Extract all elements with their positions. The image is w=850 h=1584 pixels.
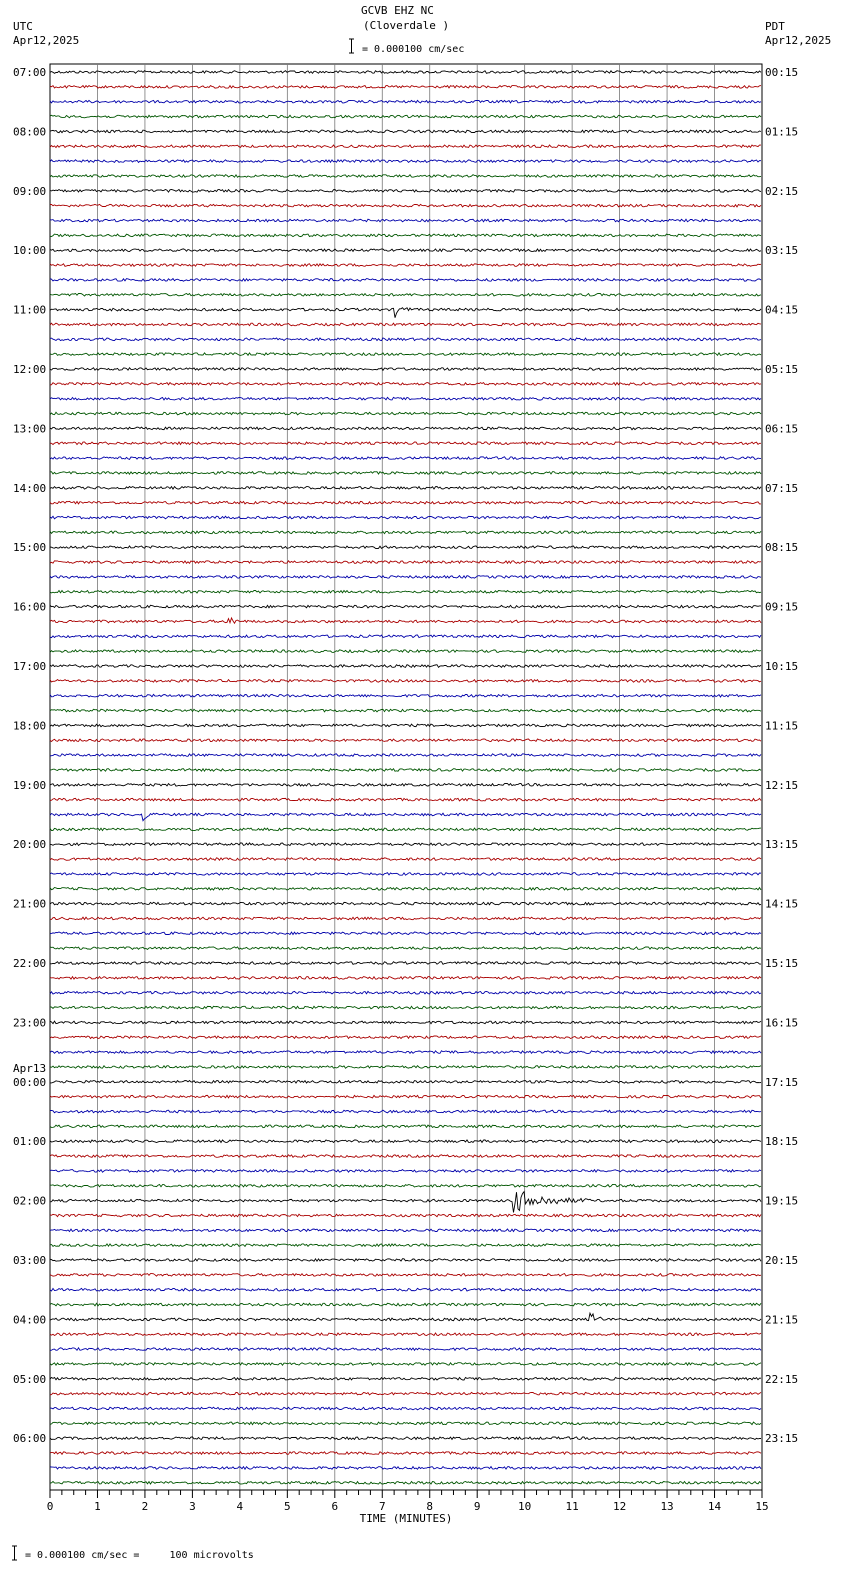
- station-title: GCVB EHZ NC: [361, 4, 434, 17]
- pdt-hour-label: 09:15: [765, 600, 799, 614]
- utc-hour-label: 22:00: [13, 957, 47, 970]
- seismic-trace: [50, 1259, 761, 1262]
- seismic-trace: [50, 1333, 761, 1336]
- seismic-trace: [50, 219, 761, 222]
- seismic-trace: [50, 618, 761, 623]
- seismic-trace: [50, 739, 761, 742]
- seismic-trace: [50, 100, 761, 103]
- seismic-trace: [50, 412, 761, 415]
- pdt-hour-label: 20:15: [765, 1254, 799, 1267]
- seismic-trace: [50, 1392, 761, 1395]
- pdt-hour-label: 00:15: [765, 66, 799, 79]
- seismic-trace: [50, 1244, 761, 1247]
- x-tick-label: 12: [612, 1500, 627, 1513]
- utc-hour-label: 19:00: [13, 778, 47, 792]
- seismic-trace: [50, 635, 761, 638]
- left-date: Apr12,2025: [13, 34, 80, 47]
- utc-hour-label: 00:00: [13, 1075, 47, 1089]
- pdt-hour-label: 17:15: [765, 1075, 799, 1089]
- seismic-trace: [50, 190, 761, 193]
- seismic-trace: [50, 383, 761, 386]
- x-tick-label: 3: [189, 1500, 196, 1513]
- seismic-trace: [50, 501, 761, 504]
- pdt-hour-label: 21:15: [765, 1313, 799, 1327]
- pdt-hour-label: 11:15: [765, 719, 799, 733]
- seismic-trace: [50, 902, 761, 905]
- x-tick-label: 7: [378, 1500, 386, 1513]
- utc-hour-label: 13:00: [13, 422, 47, 436]
- utc-hour-label: 10:00: [13, 244, 47, 258]
- pdt-hour-label: 15:15: [765, 957, 799, 970]
- seismic-trace: [50, 1021, 761, 1024]
- seismic-trace: [50, 769, 761, 772]
- footer-scale-note: = 0.000100 cm/sec = 100 microvolts: [25, 1550, 254, 1561]
- seismic-trace: [50, 516, 761, 519]
- pdt-hour-label: 12:15: [765, 778, 799, 792]
- seismic-trace: [50, 487, 761, 490]
- seismic-trace: [50, 427, 761, 430]
- seismic-trace: [50, 650, 761, 653]
- seismic-trace: [50, 546, 761, 549]
- seismic-trace: [50, 531, 761, 534]
- seismic-trace: [50, 1185, 761, 1188]
- utc-hour-label: 05:00: [13, 1372, 47, 1386]
- seismic-trace: [50, 145, 761, 148]
- utc-hour-label: 04:00: [13, 1313, 47, 1327]
- seismic-trace: [50, 1422, 761, 1425]
- utc-hour-label: 21:00: [13, 897, 47, 911]
- seismic-trace: [50, 1214, 761, 1217]
- left-timezone: UTC: [13, 20, 33, 33]
- seismic-trace: [50, 1467, 761, 1470]
- pdt-hour-label: 13:15: [765, 838, 799, 852]
- seismic-trace: [50, 338, 761, 341]
- seismic-trace: [50, 264, 761, 267]
- utc-hour-label: 15:00: [13, 541, 47, 555]
- pdt-hour-label: 06:15: [765, 422, 799, 436]
- seismic-trace: [50, 1036, 761, 1039]
- seismic-trace: [50, 680, 761, 683]
- seismic-trace: [50, 234, 761, 237]
- seismic-trace: [50, 71, 761, 74]
- utc-hour-label: 01:00: [13, 1135, 47, 1149]
- x-axis-label: TIME (MINUTES): [359, 1512, 453, 1525]
- pdt-hour-label: 01:15: [765, 125, 799, 139]
- utc-hour-label: 02:00: [13, 1194, 47, 1208]
- seismic-trace: [50, 561, 761, 564]
- seismic-trace: [50, 947, 761, 950]
- x-tick-label: 8: [426, 1500, 434, 1513]
- seismic-trace: [50, 888, 761, 891]
- utc-hour-label: 23:00: [13, 1016, 47, 1030]
- seismic-trace: [50, 784, 761, 787]
- seismic-trace: [50, 1482, 761, 1485]
- seismic-trace: [50, 1110, 761, 1113]
- pdt-hour-label: 10:15: [765, 660, 799, 673]
- x-tick-label: 1: [94, 1500, 101, 1513]
- x-tick-label: 13: [660, 1500, 674, 1513]
- seismic-trace: [50, 873, 761, 876]
- seismic-trace: [50, 1229, 761, 1232]
- utc-hour-label: 20:00: [13, 838, 47, 852]
- seismic-trace: [50, 204, 761, 207]
- pdt-hour-label: 05:15: [765, 363, 799, 376]
- seismic-trace: [50, 1192, 761, 1213]
- seismic-trace: [50, 1051, 761, 1054]
- seismic-trace: [50, 279, 761, 282]
- seismic-trace: [50, 457, 761, 460]
- seismic-trace: [50, 175, 761, 178]
- seismic-trace: [50, 858, 761, 861]
- seismic-trace: [50, 977, 761, 980]
- seismic-trace: [50, 442, 761, 445]
- seismic-trace: [50, 353, 761, 356]
- seismic-trace: [50, 1081, 761, 1084]
- seismic-trace: [50, 709, 761, 712]
- pdt-hour-label: 22:15: [765, 1372, 799, 1386]
- seismic-trace: [50, 1313, 761, 1321]
- seismic-trace: [50, 1363, 761, 1366]
- pdt-hour-label: 16:15: [765, 1016, 799, 1030]
- x-tick-label: 11: [565, 1500, 579, 1513]
- seismic-trace: [50, 813, 761, 821]
- seismic-trace: [50, 1288, 761, 1291]
- pdt-hour-label: 07:15: [765, 481, 799, 495]
- seismic-trace: [50, 397, 761, 400]
- seismic-trace: [50, 962, 761, 965]
- seismic-trace: [50, 694, 761, 697]
- seismic-trace: [50, 294, 761, 297]
- utc-hour-label: 17:00: [13, 660, 47, 673]
- seismic-trace: [50, 472, 761, 475]
- seismic-trace: [50, 1348, 761, 1351]
- seismic-trace: [50, 1452, 761, 1455]
- pdt-hour-label: 08:15: [765, 541, 799, 555]
- pdt-hour-label: 19:15: [765, 1194, 799, 1208]
- seismic-trace: [50, 1378, 761, 1381]
- x-tick-label: 0: [46, 1500, 54, 1513]
- right-timezone: PDT: [765, 20, 785, 33]
- seismic-trace: [50, 1066, 761, 1069]
- pdt-hour-label: 04:15: [765, 303, 799, 317]
- x-tick-label: 14: [707, 1500, 722, 1513]
- seismic-trace: [50, 1303, 761, 1306]
- seismic-trace: [50, 323, 761, 326]
- utc-hour-label: 07:00: [13, 66, 47, 79]
- utc-hour-label: 03:00: [13, 1254, 47, 1267]
- utc-hour-label: 09:00: [13, 184, 47, 198]
- seismic-trace: [50, 308, 761, 318]
- seismic-trace: [50, 86, 761, 89]
- x-tick-label: 4: [236, 1500, 244, 1513]
- seismic-trace: [50, 665, 761, 668]
- seismic-trace: [50, 1407, 761, 1410]
- seismic-trace: [50, 1274, 761, 1277]
- seismic-trace: [50, 917, 761, 920]
- utc-hour-label: 18:00: [13, 719, 47, 733]
- utc-hour-label: 11:00: [13, 303, 47, 317]
- seismic-trace: [50, 724, 761, 727]
- footer-scale-icon: [11, 1545, 18, 1561]
- seismic-trace: [50, 591, 761, 594]
- utc-hour-label: 06:00: [13, 1432, 47, 1446]
- seismic-trace: [50, 130, 761, 133]
- pdt-hour-label: 18:15: [765, 1135, 799, 1149]
- pdt-hour-label: 02:15: [765, 184, 799, 198]
- right-date: Apr12,2025: [765, 34, 832, 47]
- seismic-trace: [50, 1140, 761, 1143]
- seismic-trace: [50, 991, 761, 994]
- scale-label: = 0.000100 cm/sec: [362, 44, 465, 55]
- seismic-trace: [50, 932, 761, 935]
- pdt-hour-label: 03:15: [765, 244, 799, 258]
- x-tick-label: 6: [331, 1500, 339, 1513]
- seismic-trace: [50, 1155, 761, 1158]
- pdt-hour-label: 23:15: [765, 1432, 799, 1446]
- seismic-trace: [50, 828, 761, 831]
- seismic-trace: [50, 115, 761, 118]
- seismic-trace: [50, 368, 761, 371]
- seismic-trace: [50, 605, 761, 608]
- seismic-trace: [50, 1006, 761, 1009]
- seismic-trace: [50, 576, 761, 579]
- x-tick-label: 9: [473, 1500, 481, 1513]
- utc-hour-label: 08:00: [13, 125, 47, 139]
- x-tick-label: 15: [755, 1500, 769, 1513]
- utc-hour-label: 12:00: [13, 363, 47, 376]
- pdt-hour-label: 14:15: [765, 897, 799, 911]
- utc-hour-label: 16:00: [13, 600, 47, 614]
- seismic-trace: [50, 843, 761, 846]
- utc-hour-label: 14:00: [13, 481, 47, 495]
- seismic-trace: [50, 1095, 761, 1098]
- x-tick-label: 2: [141, 1500, 149, 1513]
- seismic-trace: [50, 1437, 761, 1440]
- station-location: (Cloverdale ): [363, 19, 450, 32]
- seismic-trace: [50, 249, 761, 252]
- x-tick-label: 10: [518, 1500, 532, 1513]
- date-change-label: Apr13: [13, 1061, 47, 1075]
- x-tick-label: 5: [284, 1500, 291, 1513]
- seismic-trace: [50, 1170, 761, 1173]
- seismic-trace: [50, 798, 761, 801]
- seismic-trace: [50, 754, 761, 757]
- seismic-trace: [50, 1125, 761, 1128]
- seismic-trace: [50, 160, 761, 163]
